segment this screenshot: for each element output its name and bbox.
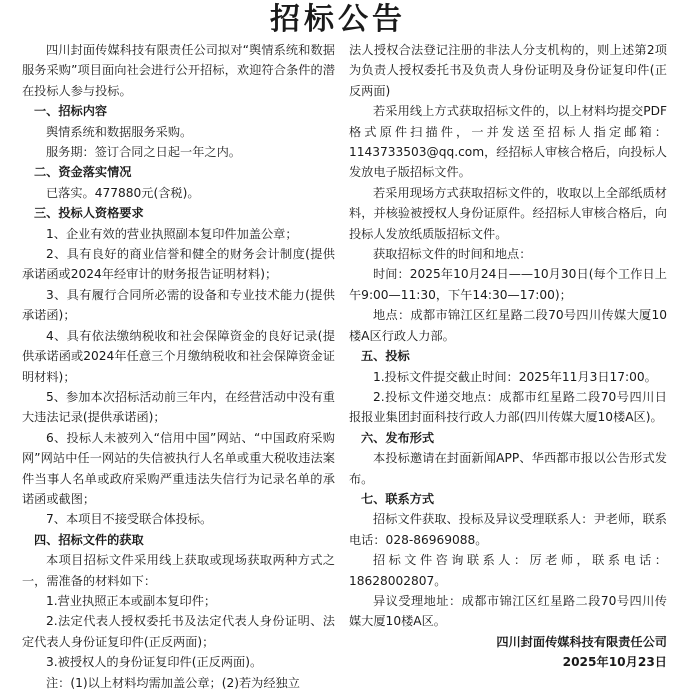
paragraph: 异议受理地址：成都市锦江区红星路二段70号四川传媒大厦10楼A区。 bbox=[349, 593, 667, 629]
section-heading: 六、发布形式 bbox=[361, 430, 435, 445]
page-title: 招标公告 bbox=[270, 2, 406, 37]
signature-date: 2025年10月23日 bbox=[562, 655, 667, 670]
paragraph: 服务期：签订合同之日起一年之内。 bbox=[46, 145, 241, 160]
paragraph: 若采用线上方式获取招标文件的，以上材料均提交PDF格式原件扫描件，一并发送至招标人指定邮箱：1143733503@qq.com，经招标人审核合格后，向投标人发放电子版招标文件。 bbox=[349, 104, 667, 180]
paragraph: 2.法定代表人授权委托书及法定代表人身份证明、法定代表人身份证复印件(正反两面)； bbox=[22, 614, 335, 649]
paragraph: 招标文件获取、投标及异议受理联系人：尹老师，联系电话：028-86969088。 bbox=[349, 512, 667, 547]
paragraph: 7、本项目不接受联合体投标。 bbox=[46, 512, 213, 527]
right-column bbox=[349, 40, 667, 673]
section-heading: 五、投标 bbox=[361, 349, 410, 364]
paragraph: 6、投标人未被列入“信用中国”网站、“中国政府采购网”网站中任一网站的失信被执行人名单或重大税收违法案件当事人名单或政府采购严重违法失信行为记录名单的承诺函或截图； bbox=[22, 430, 335, 506]
paragraph: 若采用现场方式获取招标文件的，收取以上全部纸质材料，并核验被授权人身份证原件。经招标人审核合格后，向投标人发放纸质版招标文件。 bbox=[349, 185, 667, 241]
paragraph: 本投标邀请在封面新闻APP、华西都市报以公告形式发布。 bbox=[349, 451, 667, 486]
section-heading: 四、招标文件的获取 bbox=[34, 532, 144, 547]
paragraph: 舆情系统和数据服务采购。 bbox=[46, 124, 193, 139]
paragraph: 2、具有良好的商业信誉和健全的财务会计制度(提供承诺函或2024年经审计的财务报告证明材料)； bbox=[22, 247, 335, 282]
paragraph: 3.被授权人的身份证复印件(正反两面)。 bbox=[46, 655, 263, 670]
paragraph: 本项目招标文件采用线上获取或现场获取两种方式之一，需准备的材料如下： bbox=[22, 553, 335, 588]
paragraph: 3、具有履行合同所必需的设备和专业技术能力(提供承诺函)； bbox=[22, 287, 335, 323]
paragraph: 1.营业执照正本或副本复印件； bbox=[46, 593, 217, 608]
paragraph: 四川封面传媒科技有限责任公司拟对“舆情系统和数据服务采购”项目面向社会进行公开招标，欢迎符合条件的潜在投标人参与投标。 bbox=[22, 43, 335, 98]
section-heading: 一、招标内容 bbox=[34, 104, 108, 119]
paragraph: 1.投标文件提交截止时间：2025年11月3日17:00。 bbox=[373, 369, 657, 384]
section-heading: 二、资金落实情况 bbox=[34, 165, 132, 180]
signature-company: 四川封面传媒科技有限责任公司 bbox=[496, 634, 667, 649]
paragraph: 招标文件咨询联系人：厉老师，联系电话：18628002807。 bbox=[349, 553, 667, 588]
paragraph: 4、具有依法缴纳税收和社会保障资金的良好记录(提供承诺函或2024年任意三个月缴纳税收和社会保障资金证明材料)； bbox=[22, 328, 335, 384]
paragraph: 2.投标文件递交地点：成都市红星路二段70号四川日报报业集团封面科技行政人力部(四川传媒大厦10楼A区)。 bbox=[349, 389, 667, 425]
paragraph: 1、企业有效的营业执照副本复印件加盖公章； bbox=[46, 226, 298, 241]
paragraph: 法人授权合法登记注册的非法人分支机构的，则上述第2项为负责人授权委托书及负责人身份证明及身份证复印件(正反两面) bbox=[349, 43, 667, 98]
paragraph: 已落实。477880元(含税)。 bbox=[46, 185, 200, 200]
paragraph: 地点：成都市锦江区红星路二段70号四川传媒大厦10楼A区行政人力部。 bbox=[349, 308, 667, 343]
paragraph: 时间：2025年10月24日——10月30日(每个工作日上午9:00—11:30，下午14:30—17:00)； bbox=[349, 267, 667, 302]
section-heading: 三、投标人资格要求 bbox=[34, 206, 144, 221]
paragraph: 注：(1)以上材料均需加盖公章；(2)若为经独立 bbox=[46, 675, 300, 690]
paragraph: 5、参加本次招标活动前三年内，在经营活动中没有重大违法记录(提供承诺函)； bbox=[22, 389, 335, 425]
section-heading: 七、联系方式 bbox=[361, 491, 435, 506]
paragraph: 获取招标文件的时间和地点： bbox=[373, 247, 532, 262]
left-column bbox=[22, 40, 335, 693]
